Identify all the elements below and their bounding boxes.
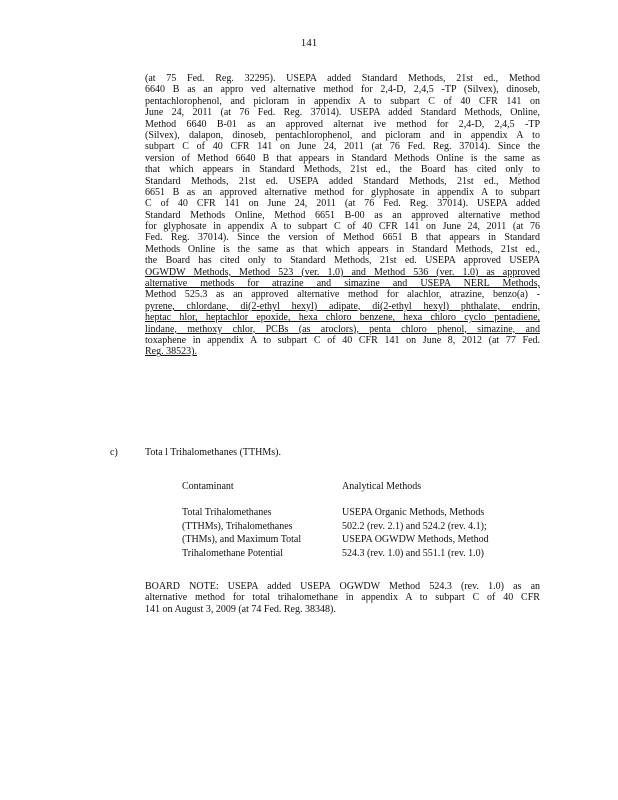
paragraph-line: Reg. 38523).	[145, 346, 197, 358]
paragraph-line: lindane, methoxy chlor, PCBs (as aroclors), penta chloro phenol, simazine, and	[145, 323, 540, 335]
paragraph-line: (Silvex), dalapon, dinoseb, pentachlorophenol, and picloram and in appendix A to	[145, 129, 540, 141]
paragraph-line: for glyphosate in appendix A to subpart C of 40 CFR 141 on June 24, 2011 (at 76	[145, 221, 540, 233]
table-cell-methods	[342, 506, 512, 561]
item-title: Tota l Trihalomethanes (TTHMs).	[145, 447, 281, 458]
paragraph-line: alternative methods for atrazine and simazine and USEPA NERL Methods,	[145, 278, 540, 290]
paragraph-line: the Board has cited only to Standard Methods, 21st ed. USEPA approved USEPA	[145, 255, 540, 267]
paragraph-line: that which appears in Standard Methods, 21st ed., the Board has cited only to	[145, 164, 540, 176]
board-note	[145, 581, 540, 615]
paragraph-line: subpart C of 40 CFR 141 on June 24, 2011 (at 76 Fed. Reg. 37014). Since the	[145, 141, 540, 153]
table-cell-contaminant	[182, 506, 327, 561]
paragraph-line: toxaphene in appendix A to subpart C of 40 CFR 141 on June 8, 2012 (at 77 Fed.	[145, 334, 540, 346]
board-note-line: alternative method for total trihalomethane in appendix A to subpart C of 40 CFR	[145, 592, 540, 604]
paragraph-line: Standard Methods, 21st ed. USEPA added Standard Methods, 21st ed., Method	[145, 175, 540, 187]
contaminant-line: Trihalomethane Potential	[182, 548, 284, 560]
methods-line: 502.2 (rev. 2.1) and 524.2 (rev. 4.1);	[342, 520, 487, 532]
contaminant-line: Total Trihalomethanes	[182, 507, 272, 518]
paragraph-line: 6640 B as an appro ved alternative method for 2,4-D, 2,4,5 -TP (Silvex), dinoseb,	[145, 84, 540, 96]
paragraph-line: version of Method 6640 B that appears in Standard Methods Online is the same as	[145, 152, 540, 164]
board-note-line: 141 on August 3, 2009 (at 74 Fed. Reg. 38348).	[145, 603, 336, 615]
page-number: 141	[300, 37, 318, 49]
methods-line: 524.3 (rev. 1.0) and 551.1 (rev. 1.0)	[342, 548, 484, 560]
board-note-line: BOARD NOTE: USEPA added USEPA OGWDW Method 524.3 (rev. 1.0) as an	[145, 581, 540, 592]
paragraph-line: pentachlorophenol, and picloram in appendix A to subpart C of 40 CFR 141 on	[145, 95, 540, 107]
table-header-methods: Analytical Methods	[342, 481, 422, 492]
paragraph-line: pyrene, chlordane, di(2-ethyl hexyl) adipate, di(2-ethyl hexyl) phthalate, endrin,	[145, 300, 540, 312]
paragraph-line: Methods Online is the same as that which appears in Standard Methods, 21st ed.,	[145, 243, 540, 255]
paragraph-line: (at 75 Fed. Reg. 32295). USEPA added Standard Methods, 21st ed., Method	[145, 73, 540, 84]
paragraph-line: 6651 B as an approved alternative method for glyphosate in appendix A to subpart	[145, 186, 540, 198]
paragraph-line: June 24, 2011 (at 76 Fed. Reg. 37014). USEPA added Standard Methods, Online,	[145, 107, 540, 119]
paragraph-line: heptac hlor, heptachlor epoxide, hexa chloro benzene, hexa chloro cyclo pentadiene,	[145, 312, 540, 324]
methods-line: USEPA Organic Methods, Methods	[342, 507, 485, 518]
paragraph-line: OGWDW Methods, Method 523 (ver. 1.0) and Method 536 (ver. 1.0) as approved	[145, 266, 540, 278]
paragraph-line: Standard Methods Online, Method 6651 B-00 as an approved alternative method	[145, 209, 540, 221]
paragraph-line: Method 6640 B-01 as an approved alternat ive method for 2,4-D, 2,4,5 -TP	[145, 118, 540, 130]
paragraph-line: Method 525.3 as an approved alternative method for alachlor, atrazine, benzo(a) -	[145, 289, 540, 301]
contaminant-line: (THMs), and Maximum Total	[182, 534, 302, 546]
table-header-contaminant: Contaminant	[182, 481, 234, 492]
main-paragraph	[145, 73, 540, 358]
methods-line: USEPA OGWDW Methods, Method	[342, 534, 489, 546]
paragraph-line: C of 40 CFR 141 on June 24, 2011 (at 76 Fed. Reg. 37014). USEPA added	[145, 198, 540, 210]
paragraph-line: Fed. Reg. 37014). Since the version of Method 6651 B that appears in Standard	[145, 232, 540, 244]
item-label: c)	[110, 447, 118, 458]
contaminant-line: (TTHMs), Trihalomethanes	[182, 520, 293, 532]
